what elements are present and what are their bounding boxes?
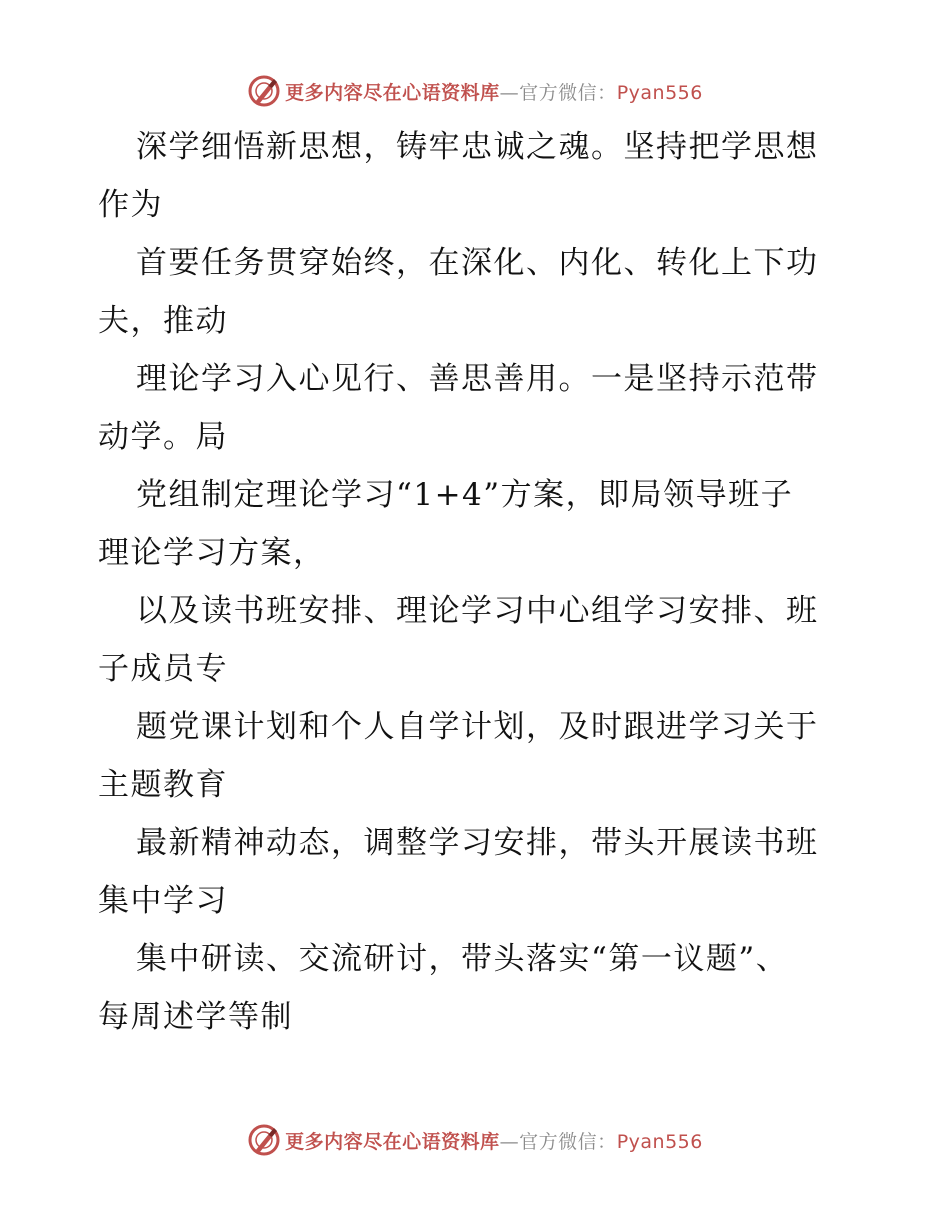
footer-wechat-id: Pyan556 bbox=[616, 1130, 703, 1153]
footer-banner-inner[interactable] bbox=[247, 1123, 703, 1157]
paragraph bbox=[98, 814, 858, 930]
header-banner-text bbox=[285, 78, 703, 105]
footer-official-text: 官方微信： bbox=[519, 1130, 617, 1153]
paragraph-line-first: 最新精神动态，调整学习安排，带头开展读书班 bbox=[136, 825, 819, 861]
paragraph-line-second: 夫，推动 bbox=[98, 303, 228, 339]
header-site-text: 更多内容尽在心语资料库 bbox=[285, 81, 500, 104]
paragraph-line-second: 作为 bbox=[98, 187, 163, 223]
paragraph-line-first: 党组制定理论学习“1+4”方案，即局领导班子 bbox=[136, 477, 794, 513]
pen-nib-logo-icon bbox=[247, 74, 281, 108]
paragraph-line-first: 深学细悟新思想，铸牢忠诚之魂。坚持把学思想 bbox=[136, 129, 819, 165]
paragraph-line-second: 主题教育 bbox=[98, 767, 228, 803]
header-official-text: 官方微信： bbox=[519, 81, 617, 104]
footer-banner-text bbox=[285, 1127, 703, 1154]
paragraph-line-first: 首要任务贯穿始终，在深化、内化、转化上下功 bbox=[136, 245, 819, 281]
footer-site-text: 更多内容尽在心语资料库 bbox=[285, 1130, 500, 1153]
footer-banner bbox=[0, 1120, 950, 1160]
paragraph bbox=[98, 118, 858, 234]
header-banner-inner[interactable] bbox=[247, 74, 703, 108]
paragraph bbox=[98, 350, 858, 466]
paragraph-line-first: 理论学习入心见行、善思善用。一是坚持示范带 bbox=[136, 361, 819, 397]
pen-nib-logo-icon bbox=[247, 1123, 281, 1157]
paragraph-line-second: 理论学习方案， bbox=[98, 535, 326, 571]
paragraph-line-second: 每周述学等制 bbox=[98, 999, 293, 1035]
header-banner bbox=[0, 71, 950, 111]
paragraph bbox=[98, 234, 858, 350]
paragraph bbox=[98, 582, 858, 698]
document-body bbox=[98, 118, 858, 1046]
paragraph bbox=[98, 698, 858, 814]
paragraph bbox=[98, 466, 858, 582]
paragraph-line-second: 子成员专 bbox=[98, 651, 228, 687]
footer-dash: — bbox=[499, 1130, 520, 1153]
paragraph bbox=[98, 930, 858, 1046]
paragraph-line-first: 题党课计划和个人自学计划，及时跟进学习关于 bbox=[136, 709, 819, 745]
paragraph-line-second: 动学。局 bbox=[98, 419, 228, 455]
paragraph-line-first: 以及读书班安排、理论学习中心组学习安排、班 bbox=[136, 593, 819, 629]
paragraph-line-first: 集中研读、交流研讨，带头落实“第一议题”、 bbox=[136, 941, 789, 977]
header-wechat-id: Pyan556 bbox=[616, 81, 703, 104]
paragraph-line-second: 集中学习 bbox=[98, 883, 228, 919]
header-dash: — bbox=[499, 81, 520, 104]
